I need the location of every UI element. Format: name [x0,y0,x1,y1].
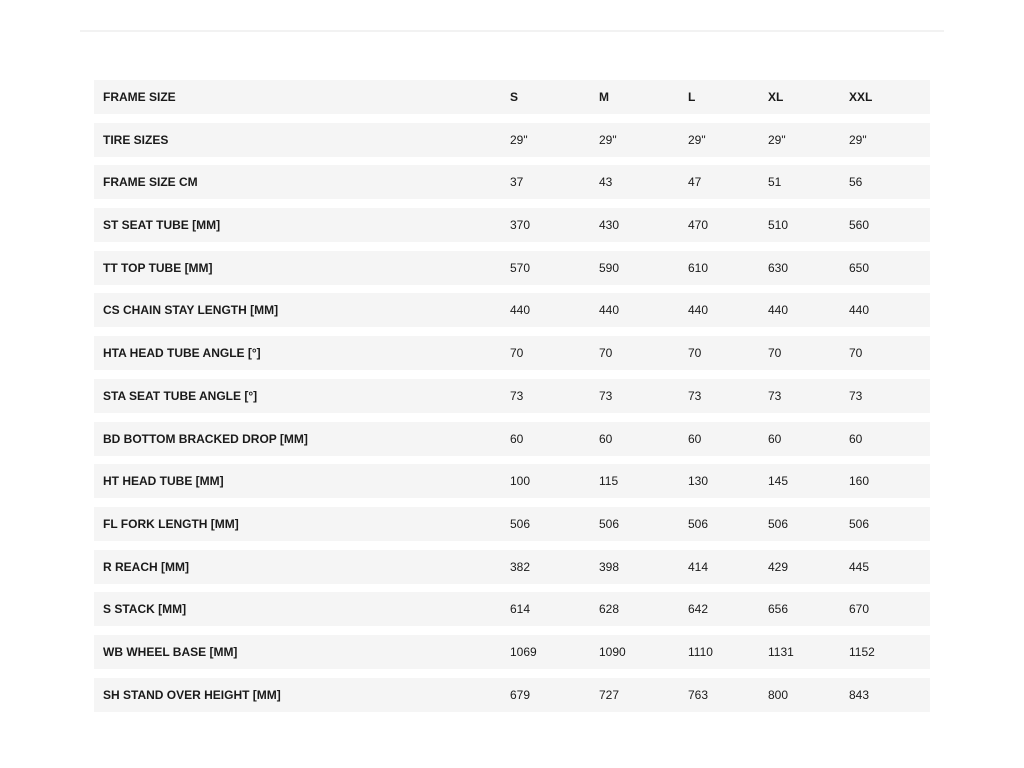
table-cell: 650 [849,260,870,275]
table-cell: 73 [599,388,613,403]
table-cell: 73 [768,388,782,403]
table-cell: 160 [849,474,870,489]
table-cell: 440 [599,303,620,318]
row-label: BD BOTTOM BRACKED DROP [MM] [103,431,308,446]
table-cell: 1069 [510,644,537,659]
row-label: FL FORK LENGTH [MM] [103,516,239,531]
table-cell: 440 [768,303,789,318]
table-cell: 506 [768,516,789,531]
header-size-s: S [510,90,519,104]
table-cell: 510 [768,218,789,233]
table-cell: 679 [510,687,531,702]
table-cell: 29" [688,132,706,147]
table-cell: 37 [510,175,524,190]
table-cell: 560 [849,218,870,233]
geometry-table [94,80,930,712]
table-cell: 73 [510,388,524,403]
table-cell: 445 [849,559,870,574]
table-cell: 800 [768,687,789,702]
table-row [94,336,930,370]
table-cell: 656 [768,602,789,617]
row-label: CS CHAIN STAY LENGTH [MM] [103,303,279,318]
table-row [94,165,930,199]
table-cell: 614 [510,602,531,617]
table-cell: 670 [849,602,870,617]
table-cell: 1090 [599,644,626,659]
table-cell: 506 [510,516,531,531]
table-cell: 1110 [688,644,713,659]
top-divider [80,30,944,32]
table-cell: 440 [688,303,709,318]
table-cell: 1152 [849,644,875,659]
table-cell: 100 [510,474,531,489]
table-cell: 130 [688,474,709,489]
row-label: R REACH [MM] [103,559,189,574]
table-row [94,592,930,626]
table-cell: 70 [510,346,524,361]
row-label: TIRE SIZES [103,132,169,147]
table-cell: 414 [688,559,709,574]
table-row [94,550,930,584]
table-row [94,251,930,285]
table-cell: 642 [688,602,709,617]
table-cell: 506 [688,516,709,531]
row-label: HT HEAD TUBE [MM] [103,474,224,489]
table-cell: 29" [849,132,867,147]
table-cell: 727 [599,687,620,702]
table-cell: 60 [510,431,524,446]
table-cell: 60 [849,431,863,446]
table-cell: 440 [849,303,870,318]
table-cell: 70 [599,346,613,361]
table-cell: 70 [688,346,702,361]
table-row [94,422,930,456]
table-cell: 115 [599,474,619,489]
table-row [94,379,930,413]
table-cell: 398 [599,559,620,574]
row-label: S STACK [MM] [103,602,187,617]
table-row [94,123,930,157]
table-row [94,507,930,541]
table-cell: 60 [688,431,702,446]
row-label: STA SEAT TUBE ANGLE [°] [103,388,258,403]
table-row [94,293,930,327]
table-cell: 73 [688,388,702,403]
header-size-l: L [688,90,696,104]
table-cell: 43 [599,175,613,190]
row-label: HTA HEAD TUBE ANGLE [°] [103,346,261,361]
table-cell: 29" [510,132,528,147]
table-cell: 628 [599,602,620,617]
table-cell: 29" [768,132,786,147]
table-cell: 429 [768,559,789,574]
table-cell: 73 [849,388,863,403]
row-label: SH STAND OVER HEIGHT [MM] [103,687,281,702]
table-cell: 382 [510,559,531,574]
table-cell: 145 [768,474,789,489]
table-cell: 51 [768,175,782,190]
table-cell: 843 [849,687,870,702]
row-label: ST SEAT TUBE [MM] [103,218,221,233]
table-row [94,208,930,242]
table-cell: 60 [768,431,782,446]
header-label: FRAME SIZE [103,90,176,104]
header-size-xxl: XXL [849,90,873,104]
row-label: FRAME SIZE CM [103,175,198,190]
table-cell: 440 [510,303,531,318]
table-cell: 430 [599,218,620,233]
header-size-xl: XL [768,90,784,104]
table-cell: 70 [768,346,782,361]
table-cell: 506 [849,516,870,531]
table-cell: 630 [768,260,789,275]
table-cell: 29" [599,132,617,147]
table-header-row [94,80,930,114]
row-label: WB WHEEL BASE [MM] [103,644,238,659]
row-label: TT TOP TUBE [MM] [103,260,213,275]
table-row [94,635,930,669]
table-row [94,464,930,498]
table-cell: 70 [849,346,863,361]
table-row [94,678,930,712]
table-cell: 1131 [768,644,794,659]
table-cell: 590 [599,260,620,275]
table-cell: 763 [688,687,709,702]
table-cell: 570 [510,260,531,275]
table-cell: 47 [688,175,702,190]
table-cell: 506 [599,516,620,531]
table-cell: 60 [599,431,613,446]
table-cell: 610 [688,260,709,275]
table-cell: 56 [849,175,863,190]
table-body [94,123,930,712]
header-size-m: M [599,90,609,104]
table-cell: 470 [688,218,709,233]
table-cell: 370 [510,218,531,233]
